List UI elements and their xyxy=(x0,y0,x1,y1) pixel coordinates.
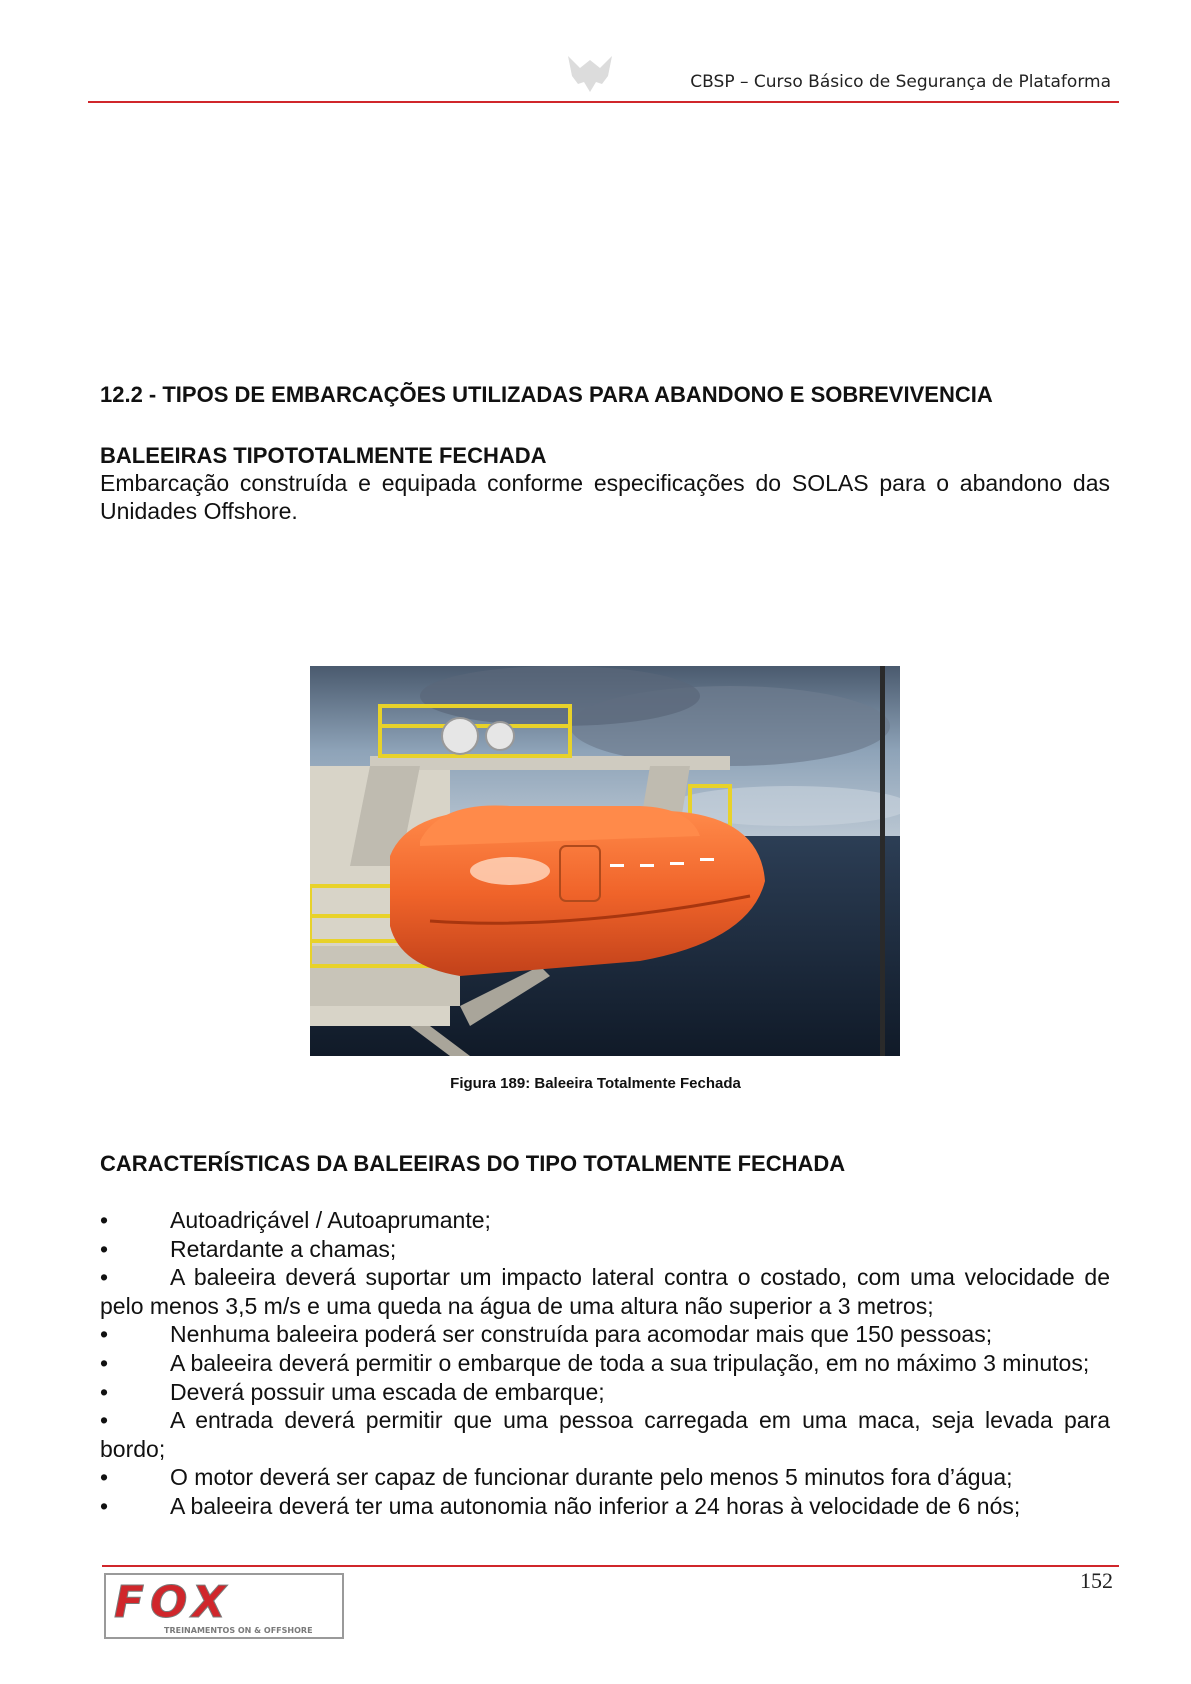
list-item: • Deverá possuir uma escada de embarque; xyxy=(100,1378,605,1405)
list-item: • A baleeira deverá suportar um impacto lateral contra o costado, com uma velocidade de pelo menos 3,5 m/s e uma queda na água de uma altura não superior a 3 metros; xyxy=(100,1264,1110,1319)
fox-logo xyxy=(104,1573,344,1639)
bullet-icon: • xyxy=(100,1407,109,1434)
bullet-icon: • xyxy=(100,1321,109,1348)
list-item: • Autoadriçável / Autoaprumante; xyxy=(100,1207,491,1233)
fox-watermark-icon xyxy=(560,50,620,98)
lifeboat-photo xyxy=(310,666,900,1056)
lifeboat-illustration xyxy=(310,666,900,1056)
list-item: • A entrada deverá permitir que uma pessoa carregada em uma maca, seja levada para bordo; xyxy=(100,1407,1110,1462)
bullet-icon: • xyxy=(100,1464,109,1491)
list-item: • A baleeira deverá permitir o embarque de toda a sua tripulação, em no máximo 3 minutos; xyxy=(100,1349,1090,1376)
intro-paragraph: Embarcação construída e equipada conforme especificações do SOLAS para o abandono das Unidades Offshore. xyxy=(100,470,1110,524)
logo-tagline: TREINAMENTOS ON & OFFSHORE xyxy=(164,1626,313,1635)
bullet-icon: • xyxy=(100,1264,109,1291)
footer-divider xyxy=(102,1565,1119,1567)
bullet-icon: • xyxy=(100,1349,109,1376)
list-item: • O motor deverá ser capaz de funcionar durante pelo menos 5 minutos fora d’água; xyxy=(100,1464,1013,1491)
bullet-icon: • xyxy=(100,1378,109,1405)
bullet-icon: • xyxy=(100,1235,109,1262)
bullet-icon: • xyxy=(100,1492,109,1519)
page-number: 152 xyxy=(1080,1568,1113,1593)
header-divider xyxy=(88,101,1119,103)
list-item: • Retardante a chamas; xyxy=(100,1235,397,1262)
header-title: CBSP – Curso Básico de Segurança de Plataforma xyxy=(690,72,1111,92)
characteristics-list xyxy=(100,1206,1110,1521)
characteristics-heading: CARACTERÍSTICAS DA BALEEIRAS DO TIPO TOTALMENTE FECHADA xyxy=(100,1151,846,1176)
list-item: • A baleeira deverá ter uma autonomia não inferior a 24 horas à velocidade de 6 nós; xyxy=(100,1492,1021,1519)
bullet-icon: • xyxy=(100,1207,109,1233)
figure-caption: Figura 189: Baleeira Totalmente Fechada xyxy=(450,1075,741,1092)
list-item: • Nenhuma baleeira poderá ser construída para acomodar mais que 150 pessoas; xyxy=(100,1321,993,1348)
sub-heading: BALEEIRAS TIPOTOTALMENTE FECHADA xyxy=(100,443,547,468)
logo-wordmark: FOX xyxy=(114,1577,232,1628)
section-heading: 12.2 - TIPOS DE EMBARCAÇÕES UTILIZADAS PARA ABANDONO E SOBREVIVENCIA xyxy=(100,382,993,407)
